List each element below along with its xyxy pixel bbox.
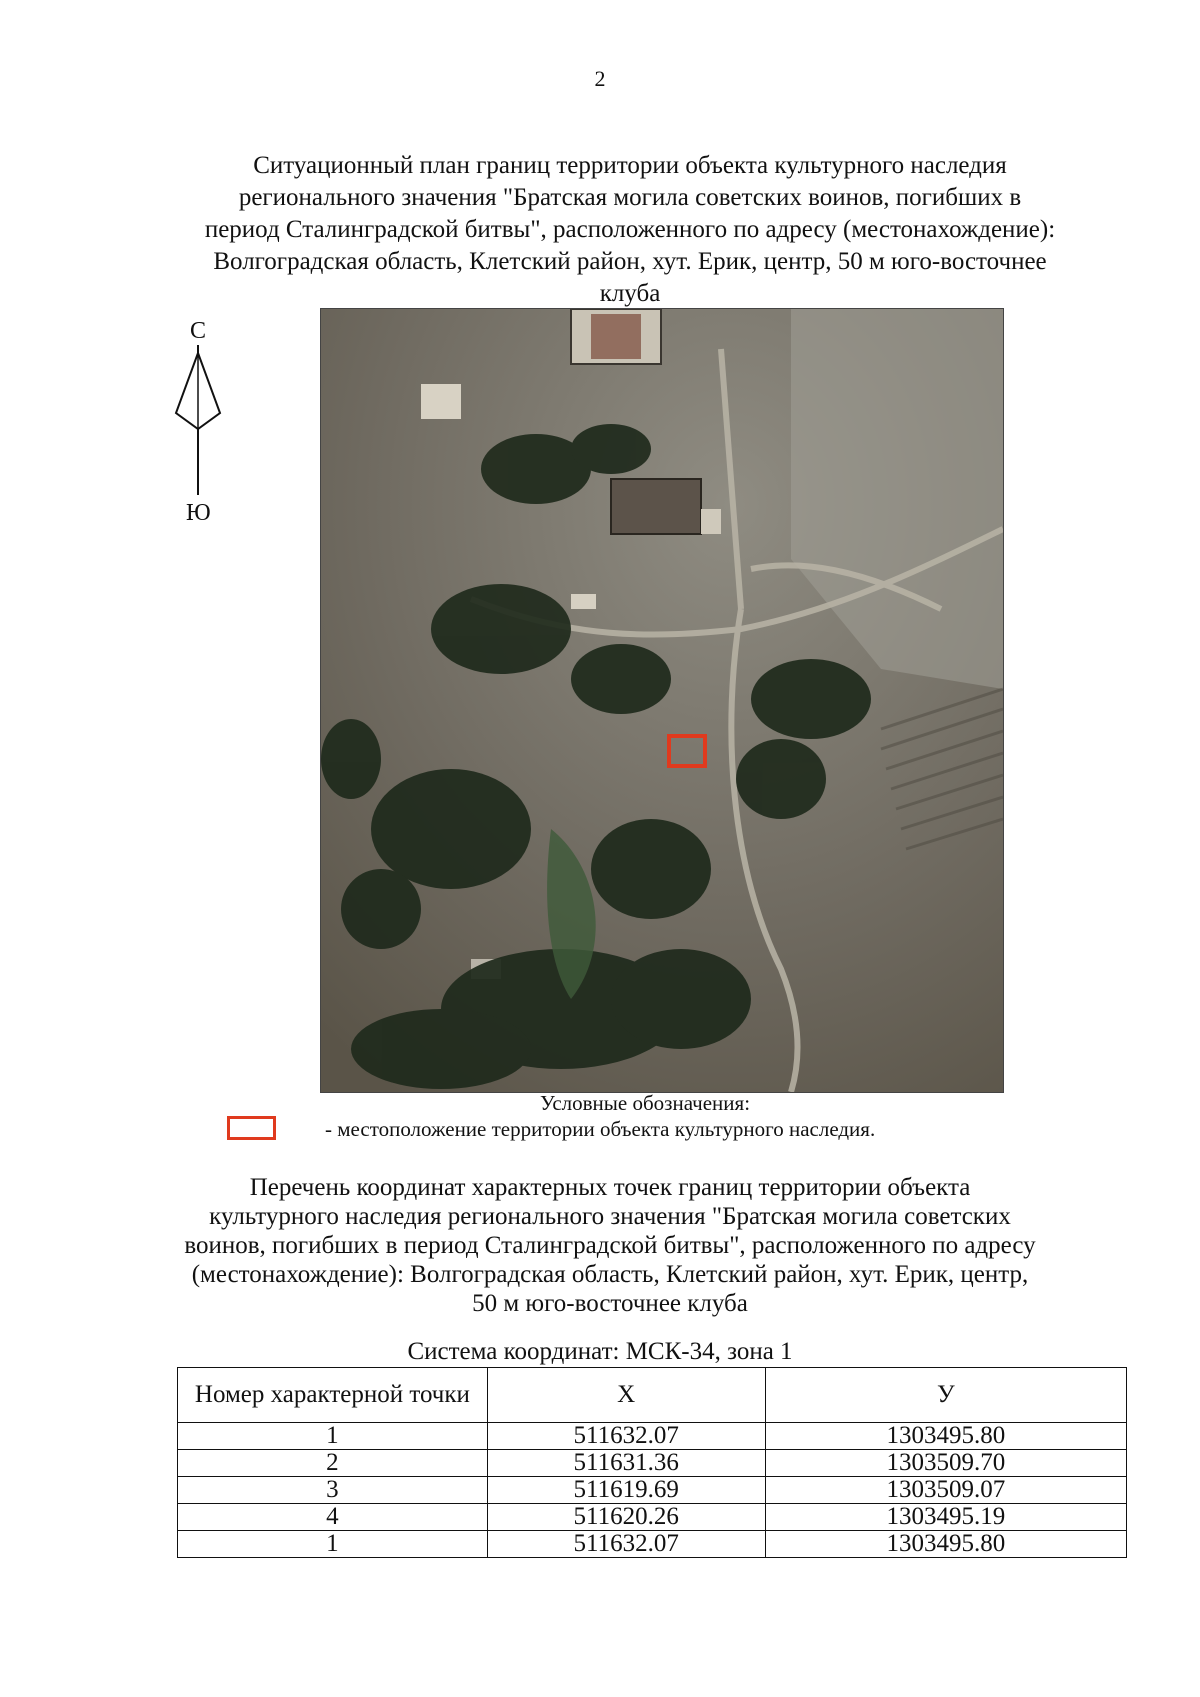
cell-point-number: 1 xyxy=(178,1531,488,1558)
header-x: X xyxy=(487,1368,765,1423)
cell-point-number: 1 xyxy=(178,1423,488,1450)
table-row xyxy=(178,1477,1127,1504)
cell-y: 1303495.19 xyxy=(765,1504,1126,1531)
coordinates-table xyxy=(177,1367,1127,1558)
table-row xyxy=(178,1504,1127,1531)
coordinates-list-title xyxy=(150,1173,1070,1318)
legend-item-text: - местоположение территории объекта культурного наследия. xyxy=(325,1117,876,1141)
table-row xyxy=(178,1450,1127,1477)
cell-x: 511631.36 xyxy=(487,1450,765,1477)
plan-title xyxy=(175,150,1085,310)
list-title-line: (местонахождение): Волгоградская область, Клетский район, хут. Ерик, центр, xyxy=(191,1261,1029,1288)
legend-title: Условные обозначения: xyxy=(540,1091,751,1115)
cell-x: 511619.69 xyxy=(487,1477,765,1504)
cell-point-number: 2 xyxy=(178,1450,488,1477)
plan-title-line: Волгоградская область, Клетский район, хут. Ерик, центр, 50 м юго-восточнее xyxy=(213,248,1047,275)
table-header-row xyxy=(178,1368,1127,1423)
plan-title-line: период Сталинградской битвы", расположенного по адресу (местонахождение): xyxy=(204,216,1056,243)
list-title-line: 50 м юго-восточнее клуба xyxy=(472,1290,748,1317)
legend-swatch-icon xyxy=(227,1116,276,1140)
cell-point-number: 4 xyxy=(178,1504,488,1531)
table-row xyxy=(178,1531,1127,1558)
header-y: У xyxy=(765,1368,1126,1423)
compass-icon xyxy=(168,345,228,495)
cell-x: 511620.26 xyxy=(487,1504,765,1531)
cell-y: 1303495.80 xyxy=(765,1423,1126,1450)
table-row xyxy=(178,1423,1127,1450)
cell-y: 1303509.70 xyxy=(765,1450,1126,1477)
compass-south-label: Ю xyxy=(186,500,211,526)
list-title-line: Перечень координат характерных точек границ территории объекта xyxy=(249,1174,971,1201)
page-number: 2 xyxy=(594,66,606,91)
plan-title-line: регионального значения "Братская могила советских воинов, погибших в xyxy=(238,184,1022,211)
plan-title-line: клуба xyxy=(599,280,661,307)
satellite-map xyxy=(320,308,1004,1093)
list-title-line: воинов, погибших в период Сталинградской битвы", расположенного по адресу xyxy=(184,1232,1036,1259)
header-point-number: Номер характерной точки xyxy=(178,1368,488,1423)
list-title-line: культурного наследия регионального значения "Братская могила советских xyxy=(209,1203,1011,1230)
cell-y: 1303509.07 xyxy=(765,1477,1126,1504)
cell-x: 511632.07 xyxy=(487,1423,765,1450)
cell-y: 1303495.80 xyxy=(765,1531,1126,1558)
cell-point-number: 3 xyxy=(178,1477,488,1504)
cell-x: 511632.07 xyxy=(487,1531,765,1558)
compass-north-label: С xyxy=(190,318,207,344)
coordinate-system-label: Система координат: МСК-34, зона 1 xyxy=(407,1338,793,1365)
plan-title-line: Ситуационный план границ территории объекта культурного наследия xyxy=(253,152,1007,179)
